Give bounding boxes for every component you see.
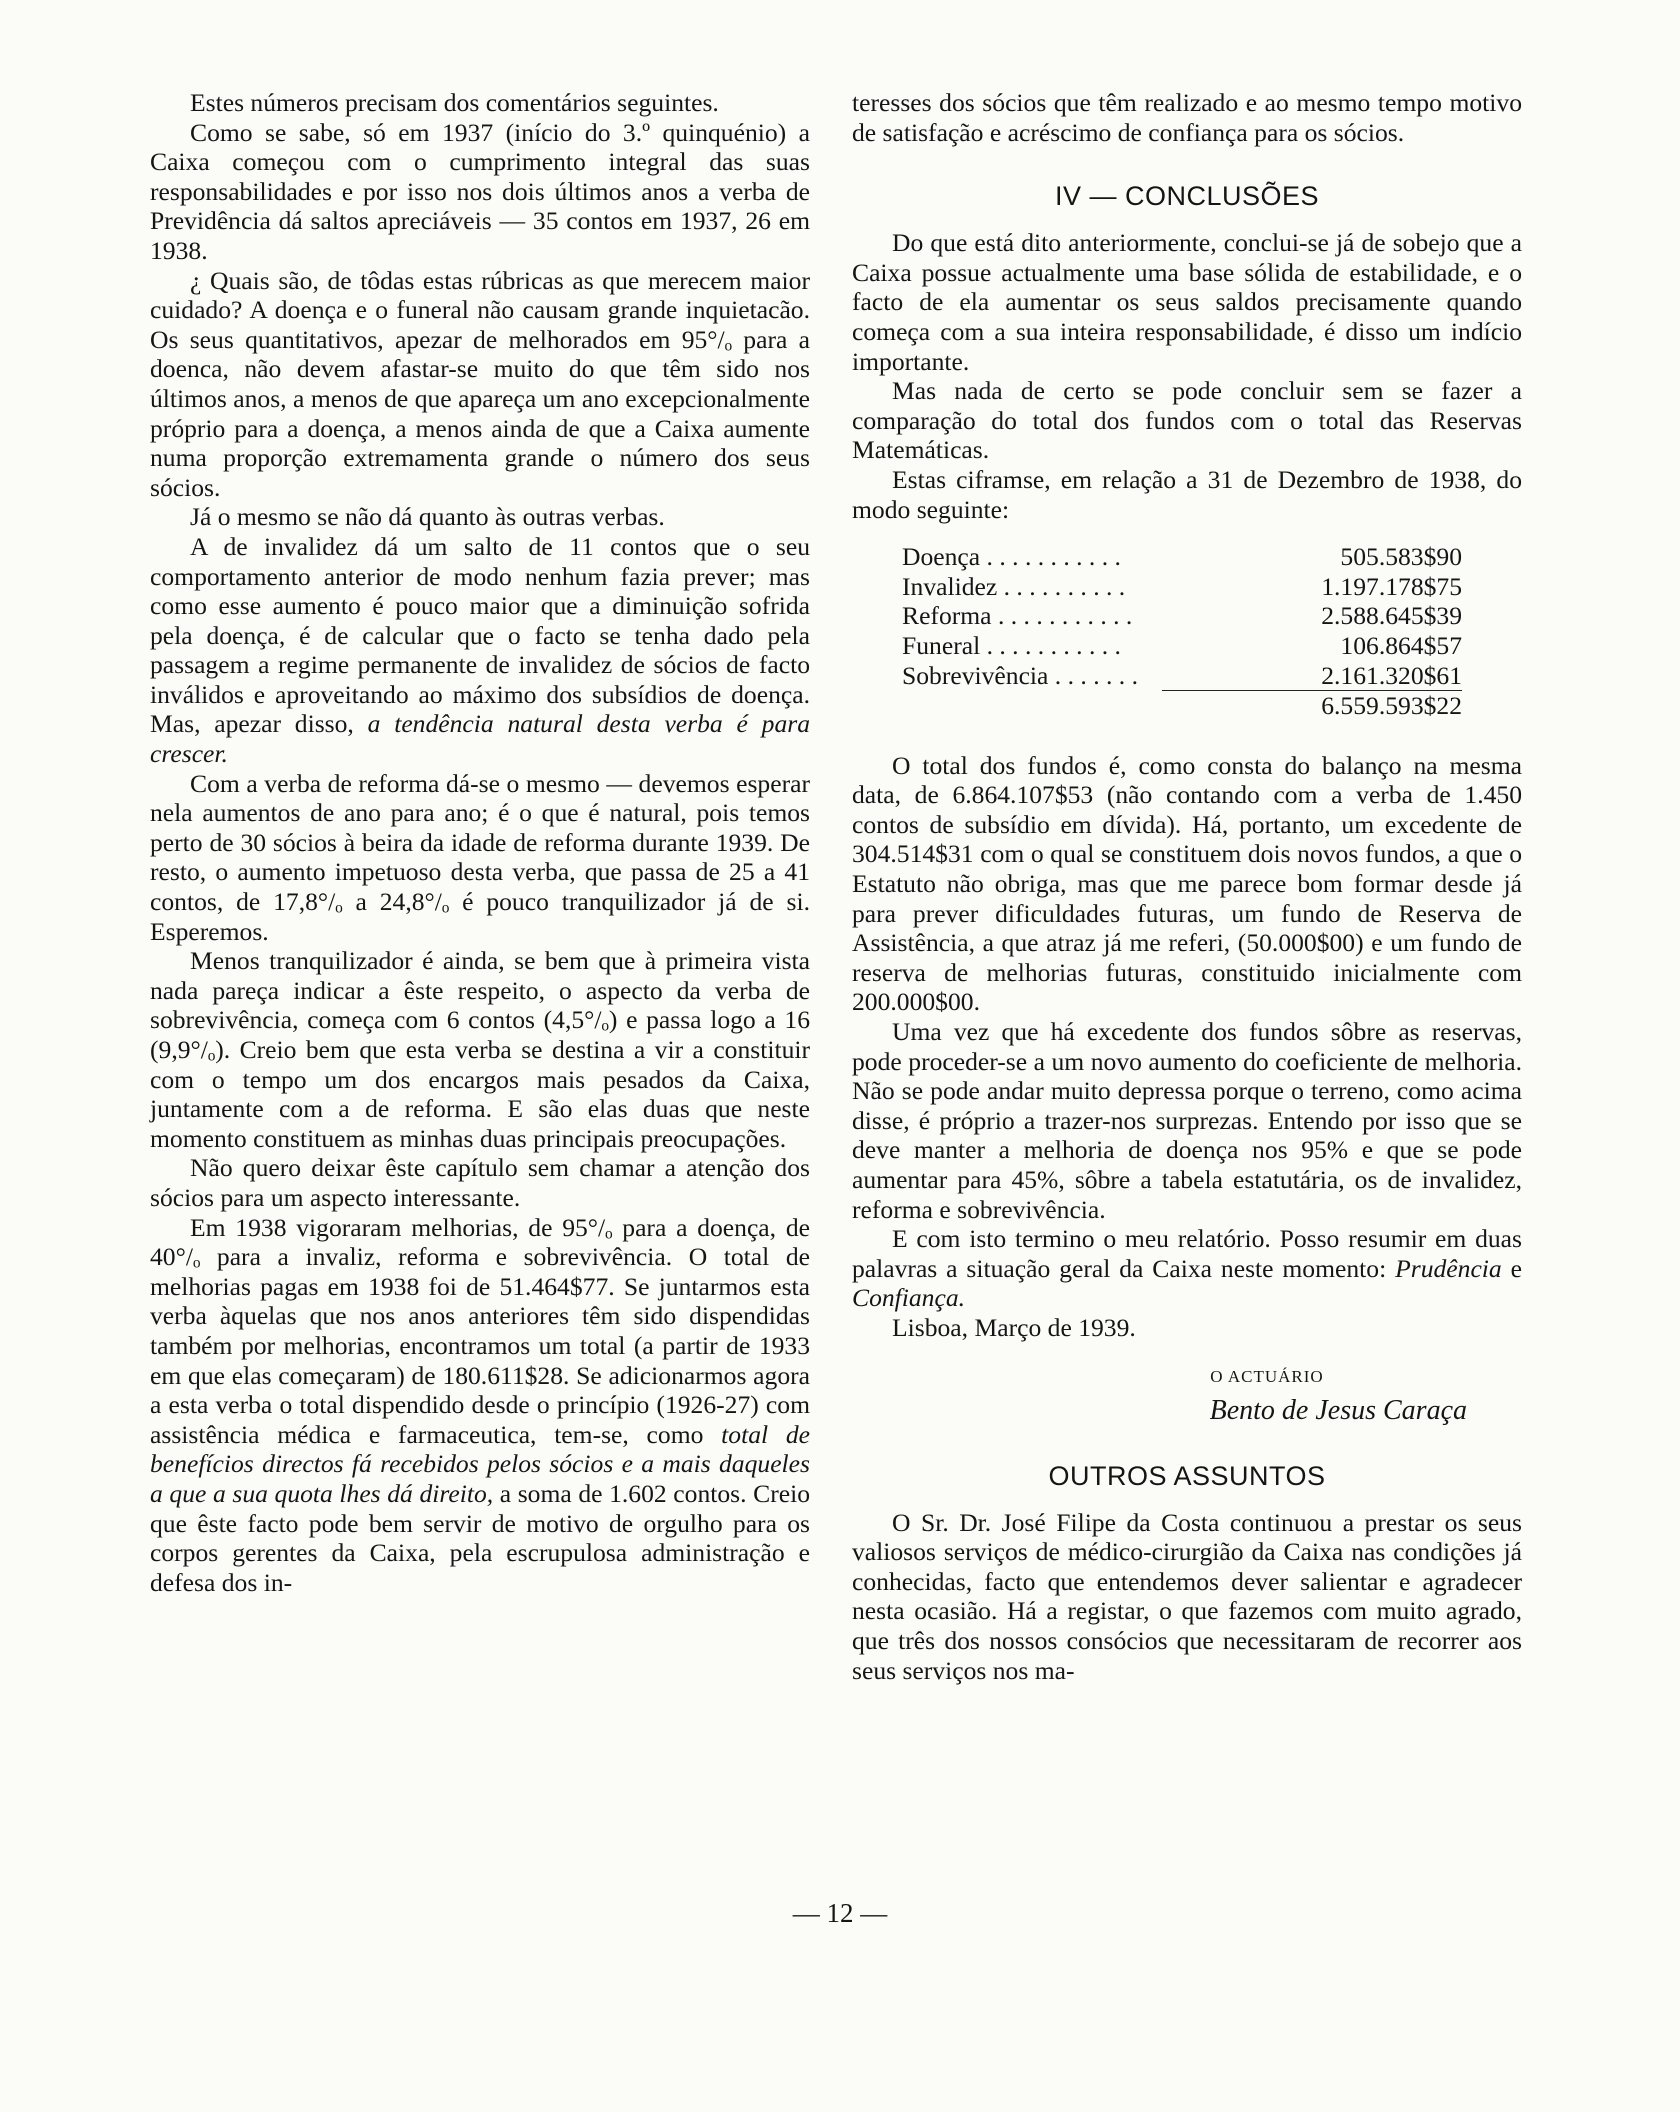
- emphasis-text: Confiança.: [852, 1283, 966, 1313]
- signature-title: O ACTUÁRIO: [1210, 1366, 1324, 1386]
- date-line: Lisboa, Março de 1939.: [892, 1312, 1136, 1342]
- paragraph: Menos tranquilizador é ainda, se bem que à primeira vista nada pareça indicar a êste respeito, o aspecto da verba de sobrevivência, começa com 6 contos (4,5°/ₒ) e passa logo a 16 (9,9°/ₒ). Creio bem que esta verba se destina a vir a constituir com o tempo um dos encargos mais pesados da Caixa, juntamente com a de reforma. E são elas duas que neste momento constituem as minhas duas principais preocupações.: [150, 946, 810, 1153]
- emphasis-text: a tendência natural desta verba é para crescer.: [150, 709, 811, 769]
- section-heading: OUTROS ASSUNTOS: [1048, 1460, 1326, 1491]
- emphasis-text: Prudência: [1395, 1253, 1502, 1283]
- section-heading: IV — CONCLUSÕES: [1054, 181, 1320, 212]
- reserve-label: Sobrevivência . . . . . . .: [902, 660, 1138, 690]
- paragraph: Uma vez que há excedente dos fundos sôbre as reservas, pode proceder-se a um novo aumento do coeficiente de melhoria. Não se pode andar muito depressa porque o terreno, como acima disse, é próprio a trazer-nos surprezas. Entendo por isso que se deve manter a melhoria de doença nos 95% e que se pode aumentar para 45%, sôbre a tabela estatutária, os de invalidez, reforma e sobrevivência.: [852, 1017, 1522, 1224]
- reserve-value: 2.161.320$61: [1162, 661, 1462, 691]
- reserves-table: [902, 542, 1462, 721]
- paragraph-text: A de invalidez dá um salto de 11 contos que o seu comportamento anterior de modo nenhum fazia prever; mas como esse aumento é pouco maior que a diminuição sofrida pela doença, é de calcular que o facto se tenha dado pela passagem a regime permanente de invalidez de sócios de facto inválidos e aproveitando ao máximo dos subsídios de doença. Mas, apezar disso,: [150, 531, 810, 739]
- table-row: [902, 572, 1462, 602]
- reserve-label: Doença . . . . . . . . . . .: [902, 542, 1121, 572]
- reserve-value: 505.583$90: [1340, 542, 1462, 572]
- paragraph-text: Em 1938 vigoraram melhorias, de 95°/ₒ para a doença, de 40°/ₒ para a invaliz, reforma e sobrevivência. O total de melhorias pagas em 1938 foi de 51.464$77. Se juntarmos esta verba àquelas que nos anos anteriores têm sido dispendidas também por melhorias, encontramos um total (a partir de 1933 em que elas começaram) de 180.611$28. Se adicionarmos agora a esta verba o total dispendido desde o princípio (1926-27) com assistência médica e farmaceutica, tem-se, como: [150, 1212, 810, 1449]
- paragraph-text: a soma de 1.602 contos. Creio que êste facto pode bem servir de motivo de orgulho para os corpos gerentes da Caixa, pela escrupulosa administração e defesa dos in-: [150, 1478, 810, 1597]
- paragraph: Com a verba de reforma dá-se o mesmo — devemos esperar nela aumentos de ano para ano; é o que é natural, pois temos perto de 30 sócios à beira da idade de reforma durante 1939. De resto, o aumento impetuoso desta verba, que passa de 25 a 41 contos, de 17,8°/ₒ a 24,8°/ₒ é pouco tranquilizador já de si. Esperemos.: [150, 768, 810, 946]
- paragraph: Como se sabe, só em 1937 (início do 3.º quinquénio) a Caixa começou com o cumprimento integral das suas responsabilidades e por isso nos dois últimos anos a verba de Previdência dá saltos apreciáveis — 35 contos em 1937, 26 em 1938.: [150, 117, 810, 265]
- paragraph: ¿ Quais são, de tôdas estas rúbricas as que merecem maior cuidado? A doença e o funeral não causam grande inquietacão. Os seus quantitativos, apezar de melhorados em 95°/ₒ para a doenca, não devem afastar-se muito do que têm sido nos últimos anos, a menos de que apareça um ano excepcionalmente próprio para a doença, a menos ainda de que a Caixa aumente numa proporção extremamenta grande o número dos seus sócios.: [150, 265, 810, 502]
- emphasis-text: total de benefícios directos fá recebidos pelos sócios e a mais daqueles a que a sua quota lhes dá direito,: [150, 1419, 810, 1508]
- table-row: [902, 631, 1462, 661]
- paragraph: O total dos fundos é, como consta do balanço na mesma data, de 6.864.107$53 (não contando com a verba de 1.450 contos de subsídio em dívida). Há, portanto, um excedente de 304.514$31 com o qual se constituem dois novos fundos, a que o Estatuto não obriga, mas que me parece bom formar desde já para prever dificuldades futuras, um fundo de Reserva de Assistência, a que atraz já me referi, (50.000$00) e um fundo de reserva de melhorias futuras, constituido inicialmente com 200.000$00.: [852, 750, 1522, 1017]
- reserve-label: Invalidez . . . . . . . . . .: [902, 571, 1126, 601]
- reserve-value: 106.864$57: [1340, 630, 1462, 660]
- reserve-value: 2.588.645$39: [1321, 601, 1462, 631]
- total-row: [902, 691, 1462, 721]
- paragraph: Estes números precisam dos comentários seguintes.: [190, 88, 719, 117]
- reserve-label: Reforma . . . . . . . . . . .: [902, 601, 1133, 631]
- table-row: [902, 661, 1462, 691]
- paragraph-text: e: [1501, 1253, 1522, 1283]
- signature-name: Bento de Jesus Caraça: [1209, 1394, 1467, 1426]
- paragraph: Do que está dito anteriormente, conclui-se já de sobejo que a Caixa possue actualmente uma base sólida de estabilidade, e o facto de ela aumentar os seus saldos precisamente quando começa com a sua inteira responsabilidade, é disso um indício importante.: [852, 228, 1522, 376]
- paragraph-text: E com isto termino o meu relatório. Posso resumir em duas palavras a situação geral da Caixa neste momento:: [852, 1224, 1522, 1283]
- paragraph: [150, 532, 810, 769]
- paragraph: Já o mesmo se não dá quanto às outras verbas.: [190, 502, 665, 532]
- paragraph: Estas ciframse, em relação a 31 de Dezembro de 1938, do modo seguinte:: [852, 464, 1522, 524]
- reserve-label: Funeral . . . . . . . . . . .: [902, 630, 1121, 660]
- paragraph: [852, 1224, 1522, 1313]
- paragraph: teresses dos sócios que têm realizado e ao mesmo tempo motivo de satisfação e acréscimo de confiança para os sócios.: [852, 88, 1522, 147]
- table-row: [902, 601, 1462, 631]
- right-column: [852, 88, 1522, 1685]
- paragraph: Mas nada de certo se pode concluir sem se fazer a comparação do total dos fundos com o total das Reservas Matemáticas.: [852, 376, 1522, 465]
- table-row: [902, 542, 1462, 572]
- paragraph: Não quero deixar êste capítulo sem chamar a atenção dos sócios para um aspecto interessante.: [150, 1153, 810, 1212]
- paragraph: [150, 1213, 810, 1598]
- reserves-total: 6.559.593$22: [1321, 691, 1462, 721]
- page-number: — 12 —: [792, 1898, 888, 1928]
- paragraph: O Sr. Dr. José Filipe da Costa continuou a prestar os seus valiosos serviços de médico-cirurgião da Caixa nas condições já conhecidas, facto que entendemos dever salientar e agradecer nesta ocasião. Há a registar, o que fazemos com muito agrado, que três dos nossos consócios que necessitaram de recorrer aos seus serviços nos ma-: [852, 1507, 1522, 1685]
- left-column: [150, 88, 810, 1597]
- reserve-value: 1.197.178$75: [1321, 571, 1462, 601]
